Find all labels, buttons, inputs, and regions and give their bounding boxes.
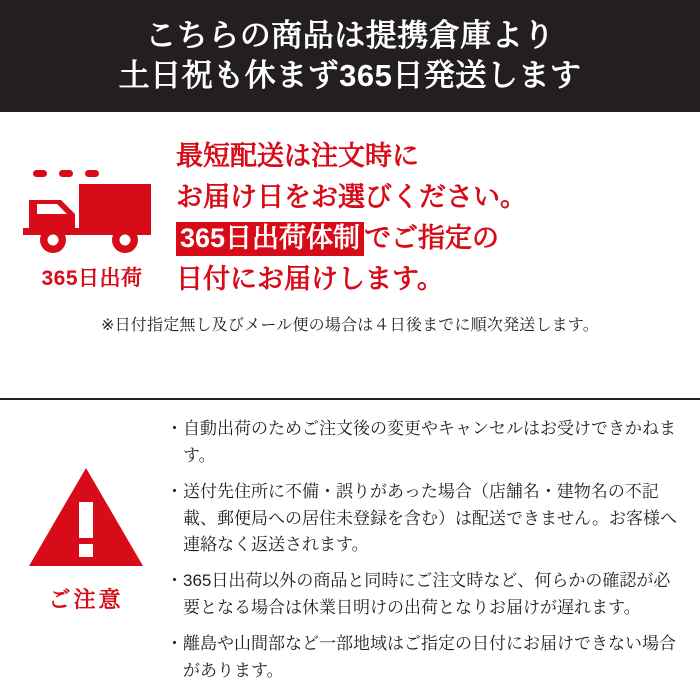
banner-header (0, 0, 700, 112)
list-bullet: ・ (166, 481, 183, 501)
list-bullet: ・ (166, 419, 183, 438)
list-item-text: 送付先住所に不備・誤りがあった場合（店舗名・建物名の不記載、郵便局への居住未登録を含む）は配送できません。お客様へ連絡なく返送されます。 (183, 481, 678, 555)
shipping-line-1: 最短配送は注文時に (176, 141, 419, 171)
list-item-text: 自動出荷のためご注文後の変更やキャンセルはお受けできかねます。 (183, 419, 676, 465)
caution-mark (6, 414, 166, 694)
shipping-line-3 (176, 218, 690, 259)
list-bullet: ・ (166, 571, 183, 591)
header-line-2: 土日祝も休まず365日発送します (118, 58, 582, 93)
shipping-line-2: お届け日をお選びください。 (176, 182, 527, 213)
truck-label: 365日出荷 (41, 267, 143, 290)
shipping-text-block (176, 122, 700, 300)
list-item (166, 479, 684, 560)
shipping-line-4: 日付にお届けします。 (176, 264, 444, 295)
shipping-line-3-rest: でご指定の (364, 223, 500, 254)
truck-icon (23, 170, 161, 256)
shipping-line-3-highlight: 365日出荷体制 (176, 222, 364, 256)
list-bullet: ・ (166, 634, 183, 654)
list-item-text: 365日出荷以外の商品と同時にご注文時など、何らかの確認が必要となる場合は休業日明けの出荷となりお届けが遅れます。 (183, 571, 671, 618)
list-item (166, 416, 684, 470)
caution-list (166, 414, 690, 694)
shipping-main (0, 122, 700, 300)
list-item-text: 離島や山間部など一部地域はご指定の日付にお届けできない場合があります。 (183, 634, 676, 680)
list-item (166, 568, 684, 622)
caution-section (0, 400, 700, 700)
warning-triangle-icon (27, 466, 145, 575)
list-item (166, 631, 684, 685)
caution-label: ご注意 (48, 587, 124, 612)
shipping-section (0, 112, 700, 400)
truck-block (8, 122, 176, 292)
shipping-note: ※日付指定無し及びメール便の場合は４日後までに順次発送します。 (100, 317, 599, 335)
header-line-1: こちらの商品は提携倉庫より (145, 18, 555, 54)
